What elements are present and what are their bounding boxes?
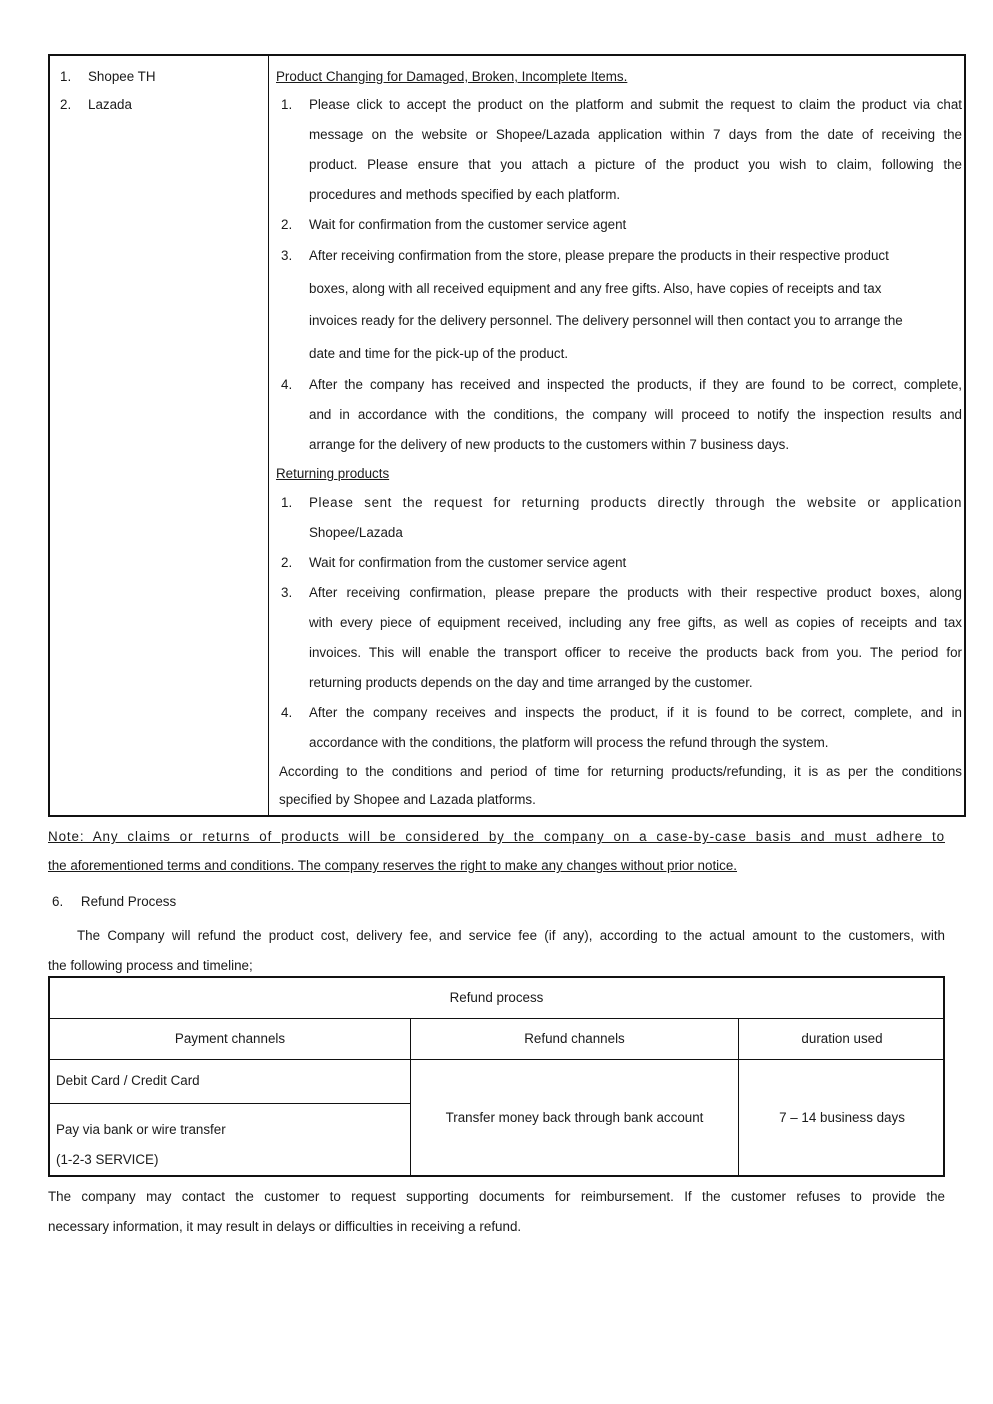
step-line: procedures and methods specified by each platform. bbox=[309, 187, 621, 202]
payment-line: Pay via bank or wire transfer bbox=[56, 1122, 226, 1137]
changing-step-1 bbox=[276, 90, 962, 210]
step-number: 3. bbox=[281, 585, 293, 600]
list-number: 1. bbox=[60, 69, 72, 84]
step-number: 4. bbox=[281, 377, 293, 392]
step-number: 1. bbox=[281, 495, 293, 510]
conditions-line: specified by Shopee and Lazada platforms. bbox=[279, 792, 536, 807]
changing-step-4 bbox=[276, 370, 962, 460]
step-line: product. Please ensure that you attach a picture of the product you wish to claim, following the bbox=[309, 157, 962, 172]
refund-table-title: Refund process bbox=[449, 990, 544, 1005]
returning-section bbox=[276, 466, 962, 814]
table-rule bbox=[50, 1018, 943, 1019]
header-duration: duration used bbox=[801, 1031, 883, 1046]
payment-line: (1-2-3 SERVICE) bbox=[56, 1152, 159, 1167]
step-line: date and time for the pick-up of the product. bbox=[309, 345, 569, 361]
step-number: 2. bbox=[281, 217, 293, 232]
step-line: Please click to accept the product on the platform and submit the request to claim the product via chat bbox=[309, 97, 962, 112]
section-6-intro bbox=[48, 921, 945, 981]
refund-table bbox=[48, 976, 945, 1177]
step-line: After receiving confirmation, please prepare the products with their respective product boxes, along bbox=[309, 585, 962, 600]
closing-line: The company may contact the customer to request supporting documents for reimbursement. If the customer refuses to provide the bbox=[48, 1189, 945, 1204]
step-line: message on the website or Shopee/Lazada application within 7 days from the date of receiving the bbox=[309, 127, 962, 142]
returning-title: Returning products bbox=[276, 466, 390, 481]
step-line: returning products depends on the day and time arranged by the customer. bbox=[309, 675, 753, 690]
note-line: Note: Any claims or returns of products will be considered by the company on a case-by-case basis and must adhere to bbox=[48, 829, 945, 844]
step-line: invoices ready for the delivery personnel. The delivery personnel will then contact you to arrange the bbox=[309, 313, 903, 328]
step-line: After the company receives and inspects the product, if it is found to be correct, complete, and in bbox=[309, 705, 962, 720]
step-line: Shopee/Lazada bbox=[309, 525, 403, 540]
section-number: 6. bbox=[52, 894, 64, 909]
closing-line: necessary information, it may result in delays or difficulties in receiving a refund. bbox=[48, 1219, 522, 1234]
intro-line: the following process and timeline; bbox=[48, 958, 253, 973]
payment-bank-transfer bbox=[56, 1115, 226, 1175]
step-number: 2. bbox=[281, 555, 293, 570]
refund-channel-bank: Transfer money back through bank account bbox=[445, 1110, 704, 1125]
refund-duration: 7 – 14 business days bbox=[779, 1110, 905, 1125]
changing-title: Product Changing for Damaged, Broken, Incomplete Items. bbox=[276, 69, 628, 84]
step-line: arrange for the delivery of new products to the customers within 7 business days. bbox=[309, 437, 790, 452]
header-refund-channels: Refund channels bbox=[524, 1031, 625, 1046]
platform-name: Shopee TH bbox=[88, 69, 156, 84]
section-6-heading bbox=[52, 894, 176, 909]
step-line: with every piece of equipment received, including any free gifts, as well as copies of receipts and tax bbox=[309, 615, 962, 630]
step-line: accordance with the conditions, the platform will process the refund through the system. bbox=[309, 735, 829, 750]
step-line: invoices. This will enable the transport officer to receive the products back from you. The period for bbox=[309, 645, 962, 660]
conditions-line: According to the conditions and period of time for returning products/refunding, it is as per the conditions bbox=[279, 764, 962, 779]
table-rule bbox=[50, 1059, 943, 1060]
note-paragraph bbox=[48, 822, 945, 880]
step-line: Wait for confirmation from the customer service agent bbox=[309, 217, 627, 232]
payment-debit-credit: Debit Card / Credit Card bbox=[56, 1073, 200, 1088]
changing-step-2 bbox=[276, 210, 962, 240]
step-line: and in accordance with the conditions, the company will proceed to notify the inspection results and bbox=[309, 407, 962, 422]
changing-section bbox=[276, 68, 962, 460]
returning-step-1 bbox=[276, 488, 962, 548]
platform-procedure-table bbox=[48, 54, 966, 817]
table-rule bbox=[50, 1103, 410, 1104]
closing-paragraph bbox=[48, 1182, 945, 1242]
step-number: 3. bbox=[281, 248, 293, 263]
section-title: Refund Process bbox=[80, 894, 177, 909]
returning-step-3 bbox=[276, 578, 962, 698]
step-line: After the company has received and inspected the products, if they are found to be correct, complete, bbox=[309, 377, 962, 392]
step-line: Please sent the request for returning products directly through the website or application bbox=[309, 495, 962, 510]
step-number: 4. bbox=[281, 705, 293, 720]
header-payment-channels: Payment channels bbox=[174, 1031, 286, 1046]
returning-step-2 bbox=[276, 548, 962, 578]
intro-line: The Company will refund the product cost, delivery fee, and service fee (if any), according to the actual amount to the customers, with bbox=[77, 928, 945, 943]
changing-step-3 bbox=[276, 240, 962, 370]
returning-step-4 bbox=[276, 698, 962, 758]
step-line: boxes, along with all received equipment and any free gifts. Also, have copies of receipts and tax bbox=[309, 280, 882, 296]
step-number: 1. bbox=[281, 97, 293, 112]
step-line: After receiving confirmation from the store, please prepare the products in their respective product bbox=[309, 248, 889, 263]
platform-name: Lazada bbox=[88, 97, 132, 112]
returning-conditions bbox=[276, 758, 962, 814]
step-line: Wait for confirmation from the customer service agent bbox=[309, 555, 627, 570]
list-number: 2. bbox=[60, 97, 72, 112]
column-divider bbox=[268, 56, 269, 815]
note-line: the aforementioned terms and conditions. The company reserves the right to make any changes without prior notice. bbox=[48, 858, 738, 873]
